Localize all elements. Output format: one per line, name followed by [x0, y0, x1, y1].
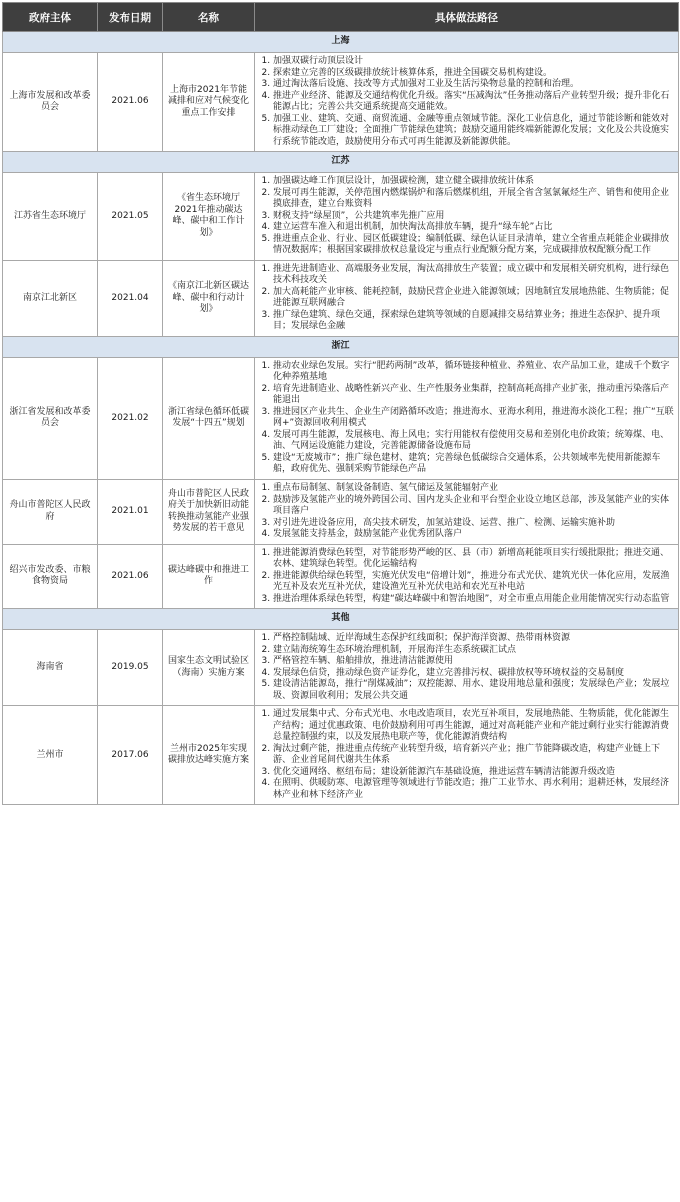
entity-cell: 海南省 [3, 630, 98, 706]
measure-item: 1. 推动农业绿色发展。实行“肥药两制”改革，循环链接种植业、养殖业、农产品加工业，建成千个数字化种养殖基地 [273, 361, 674, 384]
header-date: 发布日期 [98, 3, 163, 32]
table-row [3, 544, 679, 609]
measure-item: 1. 通过发展集中式、分布式光电、水电改造项目，农光互补项目，发展地热能、生物质能，优化能源生产结构；通过优惠政策、电价鼓励利用可再生能源，通过对高耗能产业和产能过剩行业实行能源消费总量控制强约束，以及发展热电联产等，优化能源消费结构 [273, 709, 674, 744]
measure-item: 4. 在照明、供暖防寒、电源管理等领域进行节能改造；推广工业节水、再水利用；退耕还林，发展经济林产业和林下经济产业 [273, 778, 674, 801]
name-cell: 上海市2021年节能减排和应对气候变化重点工作安排 [163, 53, 255, 152]
section-title: 浙江 [3, 336, 679, 357]
measure-item: 5. 加强工业、建筑、交通、商贸流通、金融等重点领域节能。深化工业信息化，通过节能诊断和能效对标推动绿色工厂建设；全面推广节能绿色建筑；鼓励交通用能终端新能源化发展；文化及公共设施实行系统节能改造，鼓励使用分布式可再生能源及新能源供能。 [273, 114, 674, 149]
entity-cell: 舟山市普陀区人民政府 [3, 479, 98, 544]
measures-list [259, 483, 674, 541]
header-name: 名称 [163, 3, 255, 32]
table-row [3, 357, 679, 479]
section-title: 其他 [3, 609, 679, 630]
header-measures: 具体做法路径 [255, 3, 679, 32]
measure-item: 3. 推进治理体系绿色转型，构建“碳达峰碳中和智治地图”，对全市重点用能企业用能情况实行动态监管 [273, 594, 674, 606]
section-title: 江苏 [3, 152, 679, 173]
measures-list [259, 709, 674, 801]
measure-item: 4. 发展氢能支持基金，鼓励氢能产业优秀团队落户 [273, 529, 674, 541]
measure-item: 5. 推进重点企业、行业、园区低碳建设；编制低碳、绿色认证目录清单，建立全省重点耗能企业碳排放情况数据库；根据国家碳排放权总量设定与重点行业配额分配方案，完成碳排放权配额分配工作 [273, 234, 674, 257]
table-row [3, 479, 679, 544]
measure-item: 5. 建设清洁能源岛，推行“削煤减油”；双控能源、用水、建设用地总量和强度；发展绿色产业；发展垃圾、资源回收利用；发展公共交通 [273, 679, 674, 702]
table-row [3, 173, 679, 261]
date-cell: 2021.01 [98, 479, 163, 544]
date-cell: 2021.05 [98, 173, 163, 261]
measures-cell [255, 260, 679, 336]
date-cell: 2021.04 [98, 260, 163, 336]
section-row [3, 152, 679, 173]
table-row [3, 260, 679, 336]
measures-cell [255, 706, 679, 805]
measures-cell [255, 544, 679, 609]
measures-list [259, 361, 674, 476]
table-body [3, 32, 679, 805]
header-row [3, 3, 679, 32]
date-cell: 2019.05 [98, 630, 163, 706]
measure-item: 3. 推广绿色建筑、绿色交通，探索绿色建筑等领域的自愿减排交易结算业务；推进生态保护、提升项目；发展绿色金融 [273, 310, 674, 333]
measure-item: 3. 优化交通网络、枢纽布局；建设新能源汽车基础设施，推进运营车辆清洁能源升级改造 [273, 767, 674, 779]
name-cell: 碳达峰碳中和推进工作 [163, 544, 255, 609]
entity-cell: 江苏省生态环境厅 [3, 173, 98, 261]
date-cell: 2021.06 [98, 53, 163, 152]
date-cell: 2021.02 [98, 357, 163, 479]
section-title: 上海 [3, 32, 679, 53]
section-row [3, 32, 679, 53]
measure-item: 2. 建立陆海统筹生态环境治理机制，开展海洋生态系统碳汇试点 [273, 645, 674, 657]
date-cell: 2017.06 [98, 706, 163, 805]
date-cell: 2021.06 [98, 544, 163, 609]
measures-list [259, 56, 674, 148]
measure-item: 1. 加强碳达峰工作顶层设计，加强碳检测，建立健全碳排放统计体系 [273, 176, 674, 188]
measures-list [259, 633, 674, 702]
measure-item: 1. 严格控制陆域、近岸海域生态保护红线面积；保护海洋资源、热带雨林资源 [273, 633, 674, 645]
measures-list [259, 548, 674, 606]
name-cell: 《省生态环境厅2021年推动碳达峰、碳中和工作计划》 [163, 173, 255, 261]
measure-item: 2. 加大高耗能产业审核、能耗控制，鼓励民营企业进入能源领域；因地制宜发展地热能、生物质能；促进能源互联网融合 [273, 287, 674, 310]
table-row [3, 630, 679, 706]
entity-cell: 兰州市 [3, 706, 98, 805]
entity-cell: 浙江省发展和改革委员会 [3, 357, 98, 479]
measure-item: 3. 通过淘汰落后设施、技改等方式加强对工业及生活污染物总量的控制和治理。 [273, 79, 674, 91]
measure-item: 1. 推进先进制造业、高端服务业发展，淘汰高排放生产装置；成立碳中和发展相关研究机构，进行绿色技术科技攻关 [273, 264, 674, 287]
entity-cell: 上海市发展和改革委员会 [3, 53, 98, 152]
measure-item: 2. 发展可再生能源，关停范围内燃煤锅炉和落后燃煤机组，开展全省含氢氯氟烃生产、销售和使用企业摸底排查，建立台账资料 [273, 188, 674, 211]
measures-cell [255, 173, 679, 261]
header-entity: 政府主体 [3, 3, 98, 32]
measures-list [259, 176, 674, 257]
measure-item: 5. 建设“无废城市”；推广绿色建材、建筑；完善绿色低碳综合交通体系，公共领域率先使用新能源车船，政府优先、强制采购节能绿色产品 [273, 453, 674, 476]
measure-item: 2. 培育先进制造业、战略性新兴产业、生产性服务业集群，控制高耗高排产业扩张，推动重污染落后产能退出 [273, 384, 674, 407]
measure-item: 3. 财税支持“绿屋顶”，公共建筑率先推广应用 [273, 211, 674, 223]
entity-cell: 南京江北新区 [3, 260, 98, 336]
measures-cell [255, 630, 679, 706]
name-cell: 浙江省绿色循环低碳发展“十四五”规划 [163, 357, 255, 479]
measures-cell [255, 357, 679, 479]
measure-item: 3. 对引进先进设备应用，高尖技术研发，加氢站建设、运营、推广、检测、运输实施补助 [273, 518, 674, 530]
name-cell: 《南京江北新区碳达峰、碳中和行动计划》 [163, 260, 255, 336]
measures-list [259, 264, 674, 333]
measure-item: 1. 推进能源消费绿色转型，对节能形势严峻的区、县（市）新增高耗能项目实行缓批限批；推进交通、农林、建筑绿色转型。优化运输结构 [273, 548, 674, 571]
measure-item: 4. 发展绿色信贷，推动绿色资产证券化，建立完善排污权、碳排放权等环境权益的交易制度 [273, 668, 674, 680]
measure-item: 2. 推进能源供给绿色转型，实施光伏发电“倍增计划”，推进分布式光伏、建筑光伏一体化应用，发展渔光互补及农光互补光伏，建设渔光互补光伏电站和农光互补电站 [273, 571, 674, 594]
measure-item: 4. 推进产业经济、能源及交通结构优化升级。落实“压减淘汰”任务推动落后产业转型升级；提升非化石能源占比；完善公共交通系统提高交通能效。 [273, 91, 674, 114]
measure-item: 1. 加强双碳行动顶层设计 [273, 56, 674, 68]
measure-item: 1. 重点布局制氢、制氢设备制造、氢气储运及氢能辐射产业 [273, 483, 674, 495]
entity-cell: 绍兴市发改委、市粮食物资局 [3, 544, 98, 609]
measure-item: 4. 发展可再生能源，发展核电、海上风电；实行用能权有偿使用交易和差别化电价政策；统筹煤、电、油、气网运设施能力建设，完善能源储备设施布局 [273, 430, 674, 453]
measure-item: 4. 建立运营车准入和退出机制，加快淘汰高排放车辆，提升“绿车轮”占比 [273, 222, 674, 234]
policy-table [2, 2, 679, 805]
name-cell: 舟山市普陀区人民政府关于加快新旧动能转换推动氢能产业强势发展的若干意见 [163, 479, 255, 544]
measure-item: 2. 淘汰过剩产能，推进重点传统产业转型升级，培育新兴产业；推广节能降碳改造，构建产业链上下游、企业首尾间代谢共生体系 [273, 744, 674, 767]
measures-cell [255, 479, 679, 544]
measure-item: 3. 严格管控车辆、船舶排放，推进清洁能源使用 [273, 656, 674, 668]
measure-item: 2. 探索建立完善的区级碳排放统计核算体系，推进全国碳交易机构建设。 [273, 68, 674, 80]
measures-cell [255, 53, 679, 152]
section-row [3, 336, 679, 357]
name-cell: 国家生态文明试验区（海南）实施方案 [163, 630, 255, 706]
name-cell: 兰州市2025年实现碳排放达峰实施方案 [163, 706, 255, 805]
table-row [3, 53, 679, 152]
section-row [3, 609, 679, 630]
measure-item: 3. 推进园区产业共生、企业生产闭路循环改造；推进海水、亚海水利用，推进海水淡化工程；推广“互联网+”资源回收利用模式 [273, 407, 674, 430]
measure-item: 2. 鼓励涉及氢能产业的境外跨国公司、国内龙头企业和平台型企业设立地区总部，涉及氢能产业的实体项目落户 [273, 495, 674, 518]
table-row [3, 706, 679, 805]
